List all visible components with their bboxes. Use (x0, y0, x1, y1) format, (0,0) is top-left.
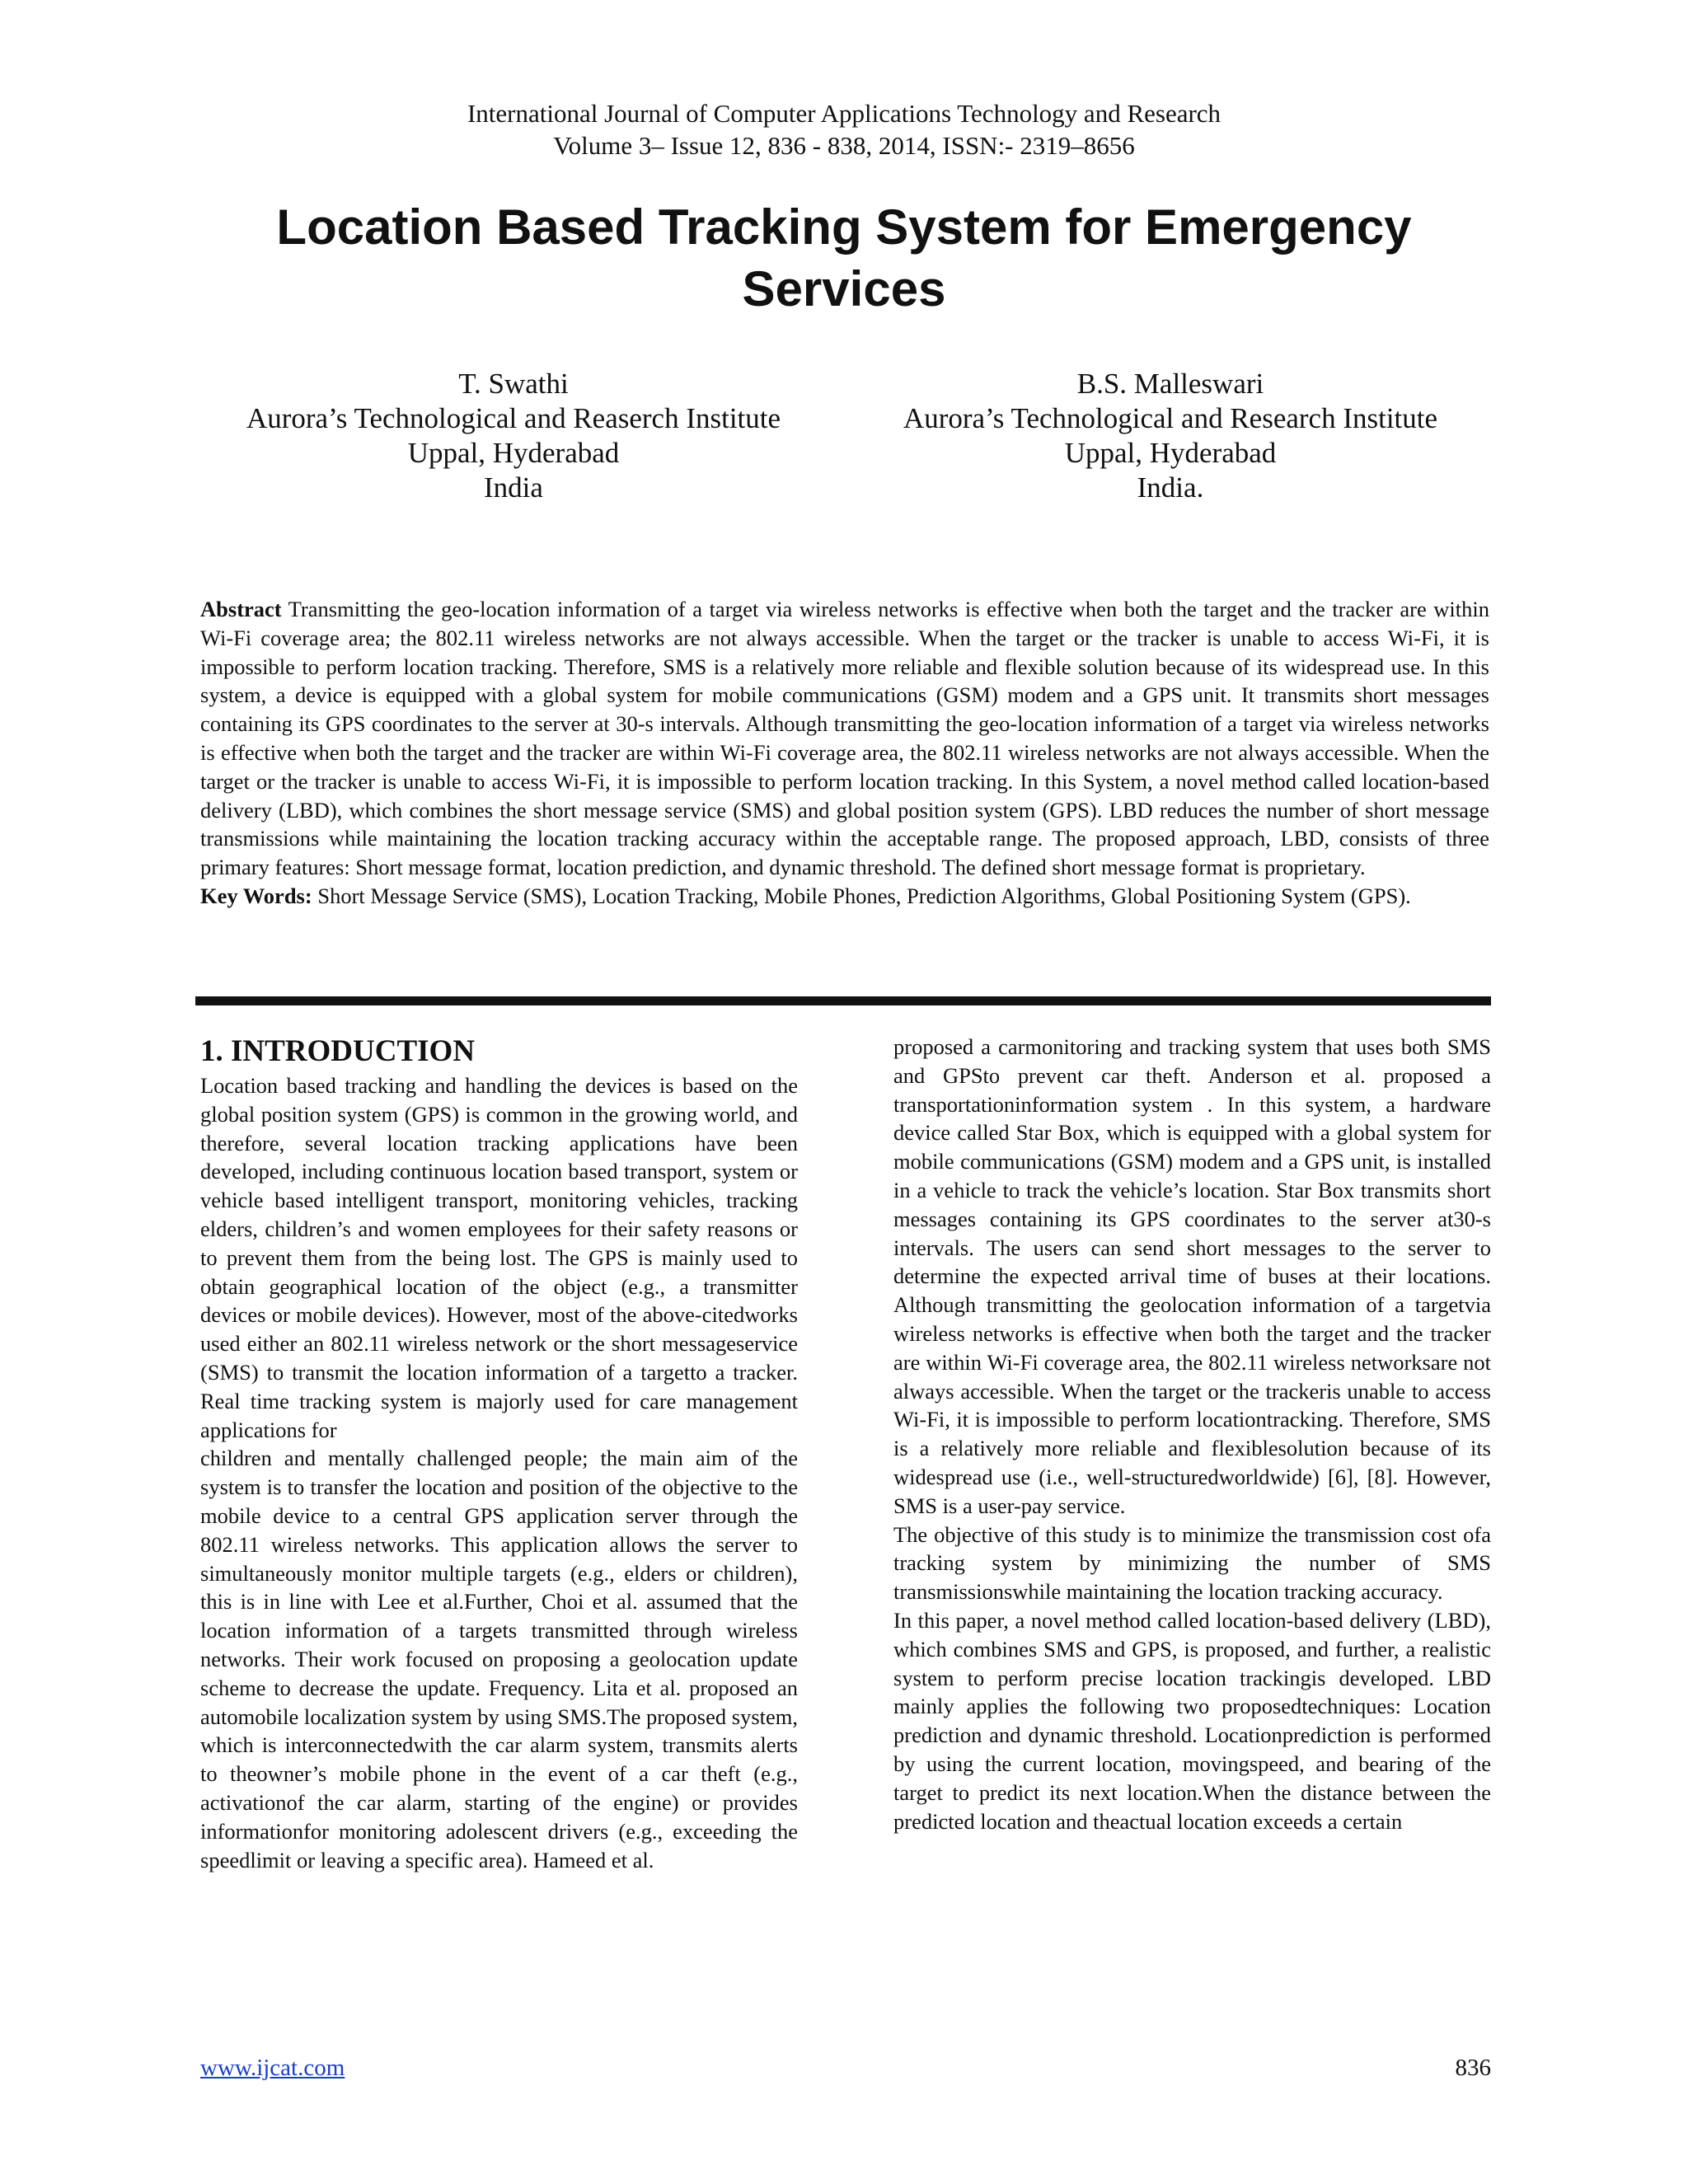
body-paragraph: In this paper, a novel method called location-based delivery (LBD), which combines SMS and GPS, is proposed, and further, a realistic system to perform precise location trackingis developed. LBD mainly applies the following two proposedtechniques: Location prediction and dynamic threshold. Locationprediction is performed by using the current location, movingspeed, and bearing of the target to predict its next location.When the distance between the predicted location and theactual location exceeds a certain (893, 1607, 1491, 1834)
author-city: Uppal, Hyderabad (1064, 437, 1277, 469)
author-country: India (484, 471, 543, 504)
journal-website-link[interactable]: www.ijcat.com (200, 2055, 345, 2081)
author-name: B.S. Malleswari (1076, 368, 1264, 400)
author-country: India. (1137, 471, 1204, 504)
author-block-1 (200, 367, 827, 505)
abstract-section (200, 595, 1489, 911)
left-column (200, 1033, 798, 1874)
paper-title: Location Based Tracking System for Emergency Services (276, 199, 1412, 316)
author-name: T. Swathi (458, 368, 569, 400)
journal-volume: Volume 3– Issue 12, 836 - 838, 2014, ISSN:- 2319–8656 (553, 131, 1135, 160)
body-paragraph: Location based tracking and handling the devices is based on the global position system (GPS) is common in the growing world, and therefore, several location tracking applications have been developed, including continuous location based transport, system or vehicle based intelligent transport, monitoring vehicles, tracking elders, children’s and women employees for their safety reasons or to prevent them from the being lost. The GPS is mainly used to obtain geographical location of the object (e.g., a transmitter devices or mobile devices). However, most of the above-citedworks used either an 802.11 wireless network or the short messageservice (SMS) to transmit the location information of a targetto a tracker. Real time tracking system is majorly used for care management applications for (200, 1073, 798, 1442)
abstract-paragraph (200, 595, 1489, 882)
author-affiliation: Aurora’s Technological and Research Institute (903, 402, 1438, 434)
body-paragraph: The objective of this study is to minimize the transmission cost ofa tracking system by minimizing the number of SMS transmissionswhile maintaining the location tracking accuracy. (893, 1521, 1491, 1605)
author-block-2 (857, 367, 1484, 505)
author-affiliation: Aurora’s Technological and Reaserch Institute (246, 402, 781, 434)
journal-header (0, 97, 1688, 162)
right-column (893, 1033, 1491, 1835)
page-number: 836 (1455, 2055, 1491, 2081)
keywords-paragraph (200, 882, 1489, 911)
section-divider (195, 996, 1491, 1005)
abstract-text: Transmitting the geo-location information of a target via wireless networks is effective when both the target and the tracker are within Wi-Fi coverage area; the 802.11 wireless networks are not always accessible. When the target or the tracker is unable to access Wi-Fi, it is impossible to perform location tracking. Therefore, SMS is a relatively more reliable and flexible solution because of its widespread use. In this system, a device is equipped with a global system for mobile communications (GSM) modem and a GPS unit. It transmits short messages containing its GPS coordinates to the server at 30-s intervals. Although transmitting the geo-location information of a target via wireless networks is effective when both the target and the tracker are within Wi-Fi coverage area, the 802.11 wireless networks are not always accessible. When the target or the tracker is unable to access Wi-Fi, it is impossible to perform location tracking. In this System, a novel method called location-based delivery (LBD), which combines the short message service (SMS) and global position system (GPS). LBD reduces the number of short message transmissions while maintaining the location tracking accuracy within the acceptable range. The proposed approach, LBD, consists of three primary features: Short message format, location prediction, and dynamic threshold. The defined short message format is proprietary. (200, 597, 1489, 880)
author-city: Uppal, Hyderabad (407, 437, 620, 469)
abstract-label: Abstract (200, 597, 282, 621)
keywords-label: Key Words: (200, 883, 312, 908)
journal-name: International Journal of Computer Applications Technology and Research (467, 99, 1221, 128)
keywords-text: Short Message Service (SMS), Location Tracking, Mobile Phones, Prediction Algorithms, Global Positioning System (GPS). (312, 883, 1411, 908)
body-paragraph: proposed a carmonitoring and tracking system that uses both SMS and GPSto prevent car theft. Anderson et al. proposed a transportationinformation system . In this system, a hardware device called Star Box, which is equipped with a global system for mobile communications (GSM) modem and a GPS unit, is installed in a vehicle to track the vehicle’s location. Star Box transmits short messages containing its GPS coordinates to the server at30-s intervals. The users can send short messages to the server to determine the expected arrival time of buses at their locations. Although transmitting the geolocation information of a targetvia wireless networks is effective when both the target and the tracker are within Wi-Fi coverage area, the 802.11 wireless networksare not always accessible. When the target or the trackeris unable to access Wi-Fi, it is impossible to perform locationtracking. Therefore, SMS is a relatively more reliable and flexiblesolution because of its widespread use (i.e., well-structuredworldwide) [6], [8]. However, SMS is a user-pay service. (893, 1034, 1491, 1518)
section-heading: 1. INTRODUCTION (200, 1034, 476, 1068)
body-paragraph: children and mentally challenged people; the main aim of the system is to transfer the location and position of the objective to the mobile device to a central GPS application server through the 802.11 wireless networks. This application allows the server to simultaneously monitor multiple targets (e.g., elders or children), this is in line with Lee et al.Further, Choi et al. assumed that the location information of a targets transmitted through wireless networks. Their work focused on proposing a geolocation update scheme to decrease the update. Frequency. Lita et al. proposed an automobile localization system by using SMS.The proposed system, which is interconnectedwith the car alarm system, transmits alerts to theowner’s mobile phone in the event of a car theft (e.g., activationof the car alarm, starting of the engine) or provides informationfor monitoring adolescent drivers (e.g., exceeding the speedlimit or leaving a specific area). Hameed et al. (200, 1446, 798, 1872)
